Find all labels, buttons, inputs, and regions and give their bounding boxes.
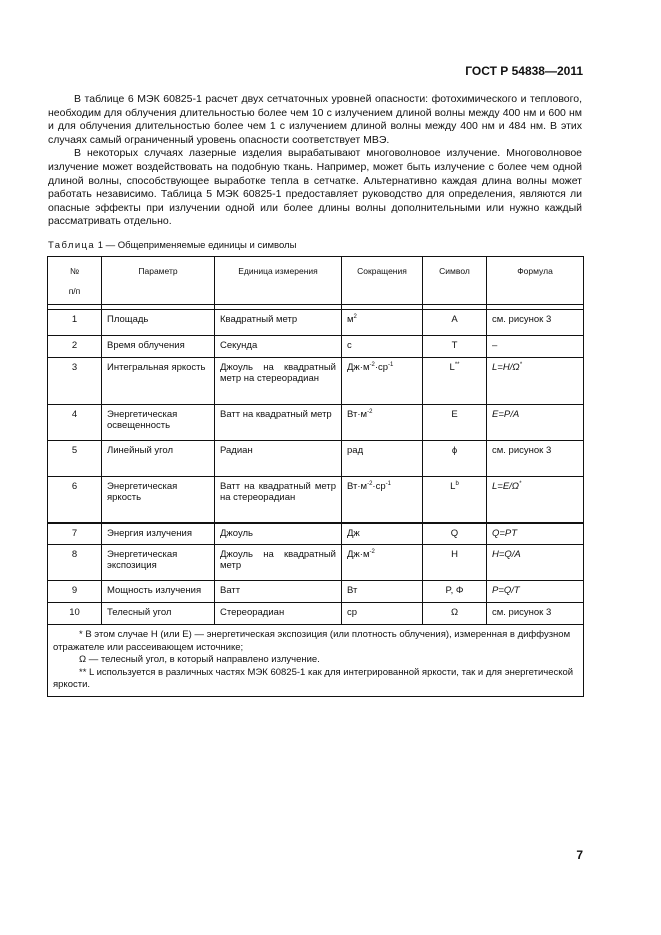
note-2: Ω — телесный угол, в который направлено излучение.: [79, 654, 320, 665]
paragraph-1: В таблице 6 МЭК 60825-1 расчет двух сетчаточных уровней опасности: фотохимического и теплового, необходим для облучения длительностью более чем 10 с излучением длиной волны между 400 нм и 600 нм и для облучения длительностью более чем 1 с излучением длиной волны между 400 нм и 484 нм. В этих случаях самый ограниченный уровень опасности соответствует МВЭ.: [48, 93, 582, 146]
header-param: Параметр: [102, 257, 215, 305]
table-row: 3 Интегральная яркость Джоуль на квадратный метр на стереорадиан $Дж\cdot м^{-2}\cdot ср^{-1}$ L** L=H/Ω*: [48, 358, 584, 405]
table-caption: [48, 240, 296, 251]
table-notes-row: [48, 625, 584, 697]
caption-label: Таблица: [48, 240, 96, 251]
header-num: № п/п: [48, 257, 102, 305]
table-row: 9 Мощность излучения Ватт Вт P, Φ P=Q/T: [48, 581, 584, 603]
note-1: * В этом случае H (или E) — энергетическая экспозиция (или плотность облучения), измеренная в диффузном отражателе или рассеивающем источнике;: [53, 629, 571, 653]
caption-title: — Общеприменяемые единицы и символы: [105, 240, 297, 251]
document-header: ГОСТ Р 54838—2011: [465, 64, 583, 78]
paragraph-2: В некоторых случаях лазерные изделия вырабатывают многоволновое излучение. Многоволновое излучение может воздействовать на подобную ткань. Например, может быть излучение с более чем одной длиной волны, способствующее выработке тепла в сетчатке. Альтернативно каждая длина волны может работать независимо. Таблица 5 МЭК 60825-1 предоставляет руководство для определения, являются ли опасные эффекты при излучении одной или более длины волны дополнительными или нужно каждый рассматривать отдельно.: [48, 147, 582, 228]
header-unit: Единица измерения: [215, 257, 342, 305]
header-formula: Формула: [487, 257, 584, 305]
caption-number: 1: [97, 240, 103, 251]
table-row: 4 Энергетическая освещенность Ватт на квадратный метр $Вт\cdot м^{-2}$ E E=P/A: [48, 405, 584, 441]
body-text: [48, 93, 582, 229]
header-abbr: Сокращения: [342, 257, 423, 305]
header-symbol: Символ: [423, 257, 487, 305]
units-table: [47, 256, 584, 697]
note-3: ** L используется в различных частях МЭК 60825-1 как для интегрированной яркости, так и для энергетической яркости.: [53, 666, 574, 690]
table-row: 7 Энергия излучения Джоуль Дж Q Q=PT: [48, 523, 584, 545]
table-row: 6 Энергетическая яркость Ватт на квадратный метр на стереорадиан $Вт\cdot м^{-2}\cdot ср^{-1}$ $L^b$ L=E/Ω*: [48, 477, 584, 523]
table-header-row: [48, 257, 584, 305]
table-row: 8 Энергетическая экспозиция Джоуль на квадратный метр $Дж\cdot м^{-2}$ H H=Q/A: [48, 545, 584, 581]
table-row: 1 Площадь Квадратный метр $м^2$ A см. рисунок 3: [48, 310, 584, 336]
table-row: 10 Телесный угол Стереорадиан ср Ω см. рисунок 3: [48, 603, 584, 625]
table-row: 2 Время облучения Секунда с T –: [48, 336, 584, 358]
page-number: 7: [576, 848, 583, 862]
table-row: 5 Линейный угол Радиан рад ϕ см. рисунок 3: [48, 441, 584, 477]
